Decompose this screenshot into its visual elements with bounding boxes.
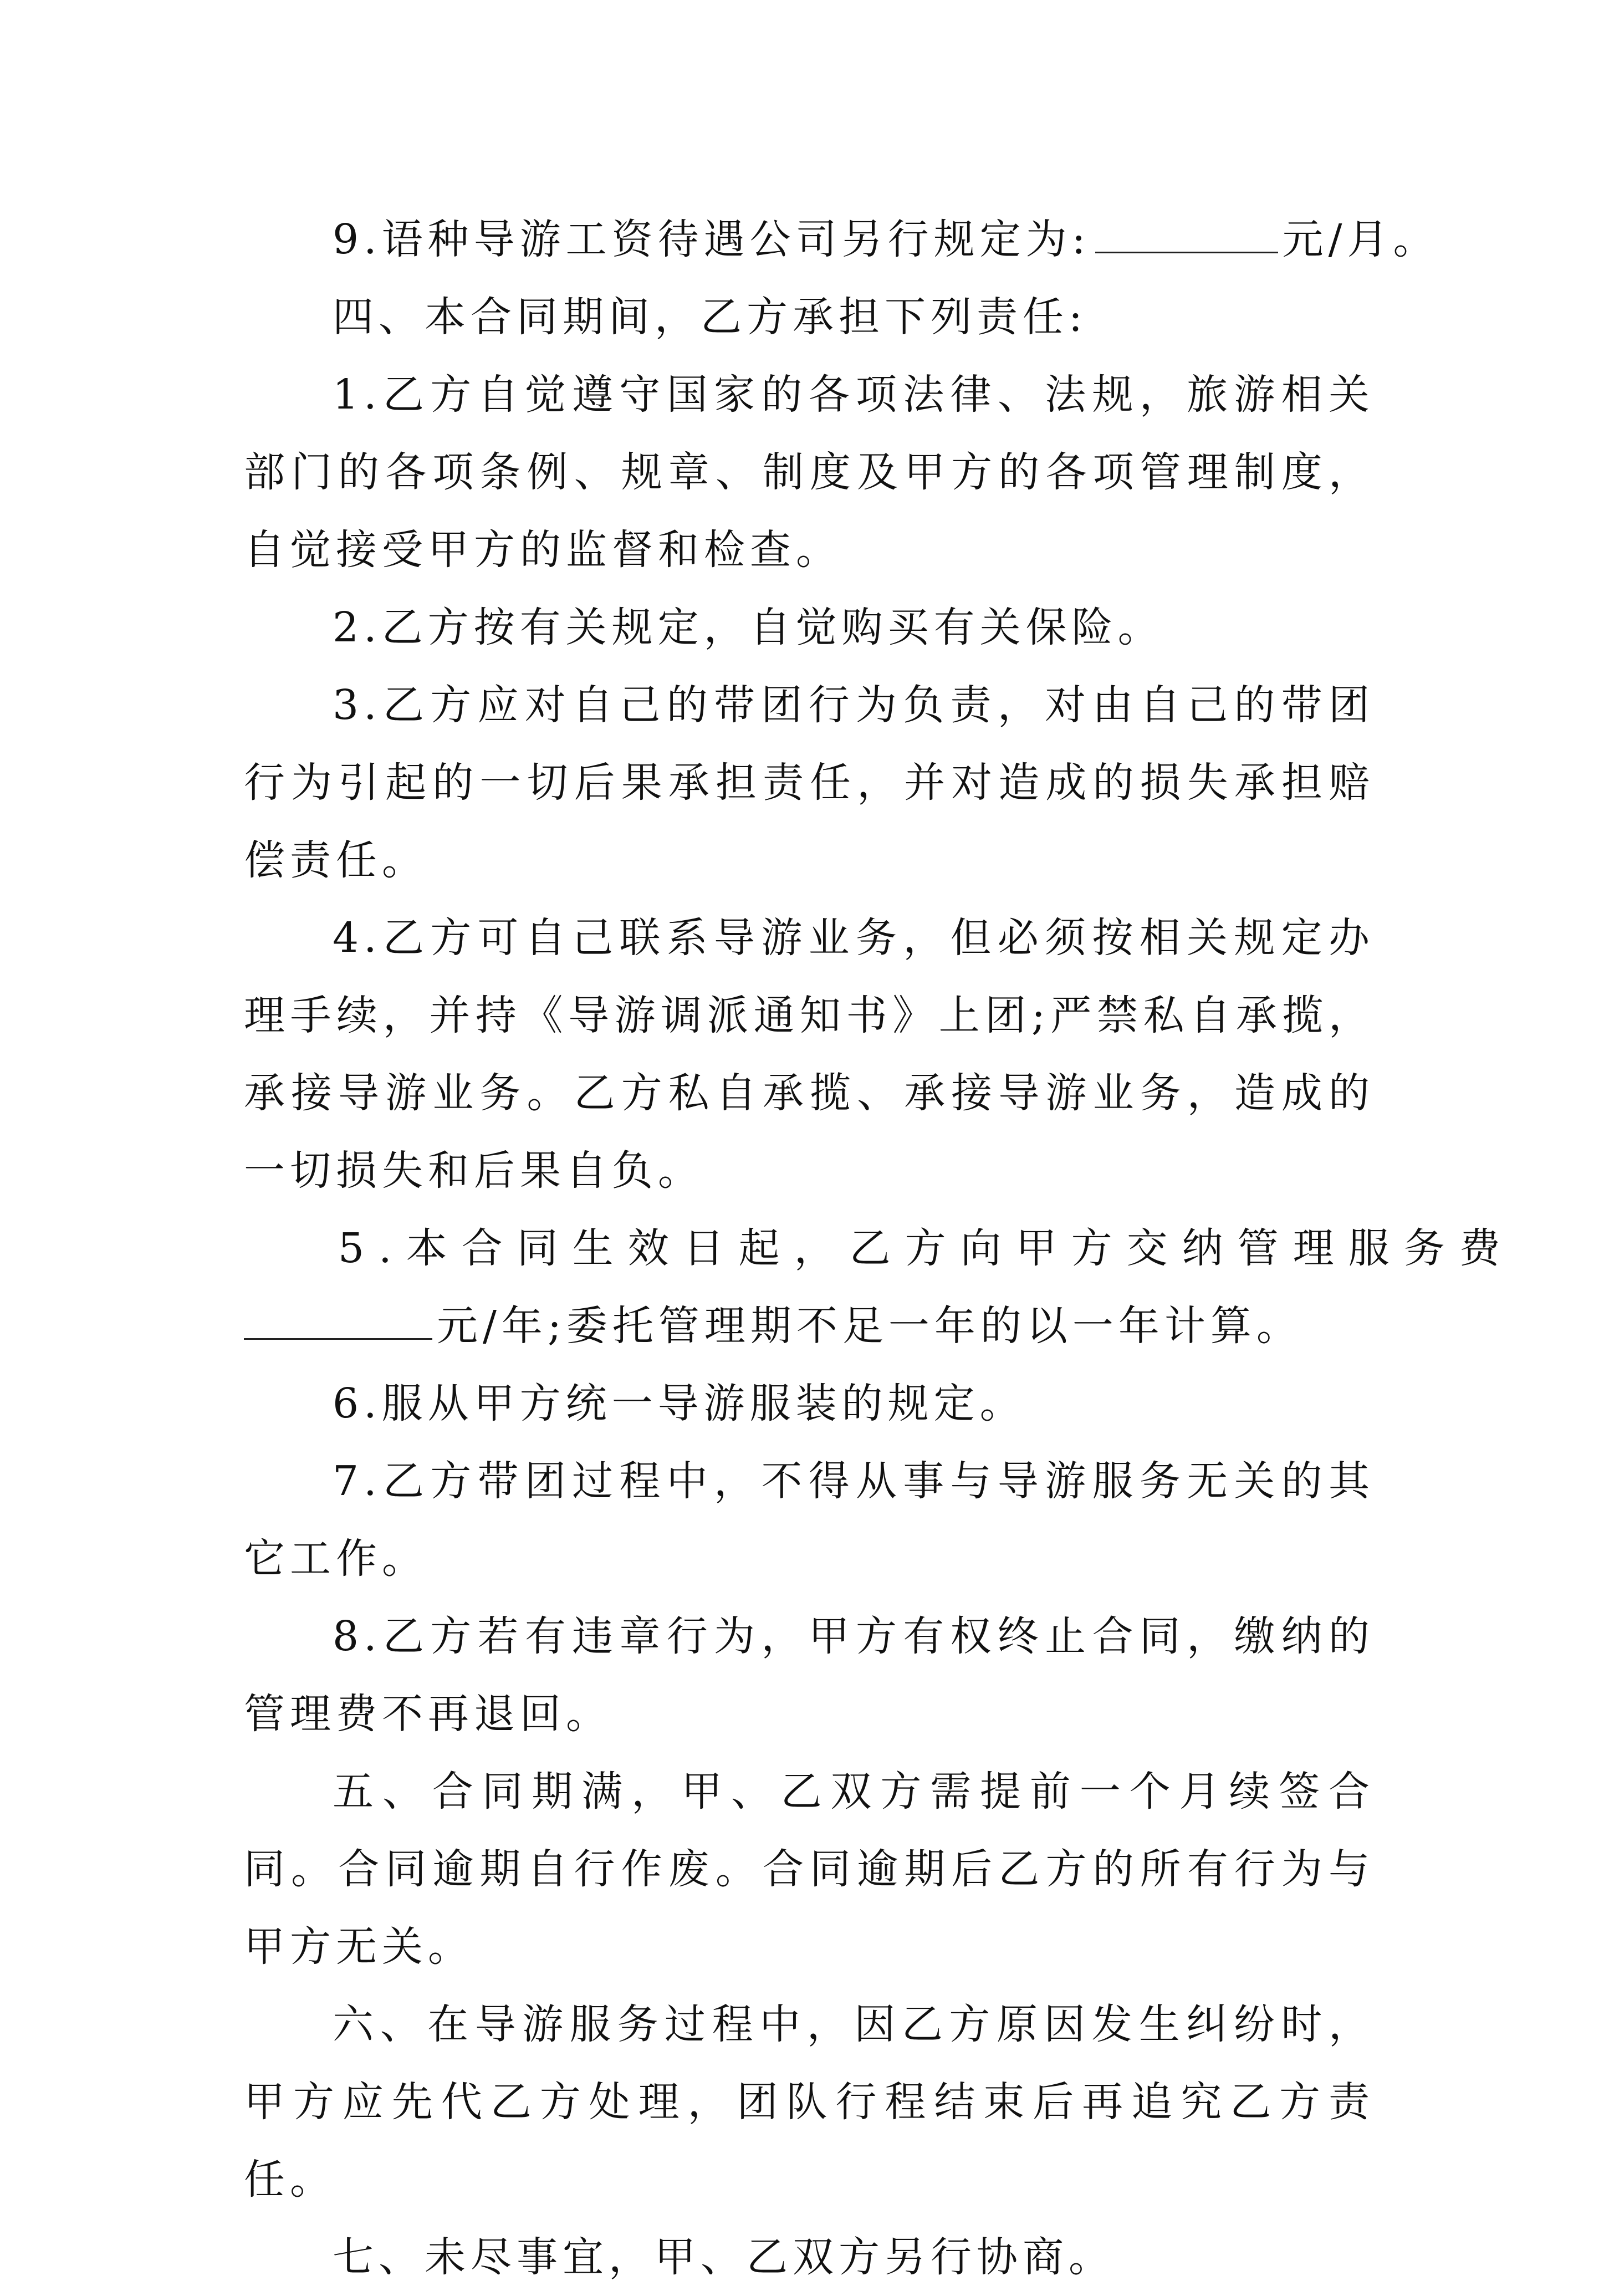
section-4-heading: 四、本合同期间，乙方承担下列责任: xyxy=(333,293,1087,341)
clause-4: 4.乙方可自己联系导游业务，但必须按相关规定办理手续，并持《导游调派通知书》上团;严禁私自承揽，承接导游业务。乙方私自承揽、承接导游业务，造成的一切损失和后果自负。 xyxy=(244,914,1375,1195)
document-body xyxy=(244,201,1515,2296)
clause-1: 1.乙方自觉遵守国家的各项法律、法规，旅游相关部门的各项条例、规章、制度及甲方的各项管理制度，自觉接受甲方的监督和检查。 xyxy=(244,371,1375,574)
clause-5-line-2 xyxy=(244,1287,1375,1365)
clause-7: 7.乙方带团过程中，不得从事与导游服务无关的其它工作。 xyxy=(244,1457,1375,1583)
clause-8: 8.乙方若有违章行为，甲方有权终止合同，缴纳的管理费不再退回。 xyxy=(244,1613,1375,1738)
clause-9-suffix: 元/月。 xyxy=(1282,216,1439,263)
section-5: 五、合同期满，甲、乙双方需提前一个月续签合同。合同逾期自行作废。合同逾期后乙方的所有行为与甲方无关。 xyxy=(244,1768,1375,1971)
clause-6: 6.服从甲方统一导游服装的规定。 xyxy=(333,1380,1026,1427)
clause-9 xyxy=(244,201,1439,278)
salary-blank xyxy=(1095,216,1278,253)
section-6: 六、在导游服务过程中，因乙方原因发生纠纷时，甲方应先代乙方处理，团队行程结束后再追究乙方责任。 xyxy=(244,2001,1375,2203)
clause-5-line-1: 5.本合同生效日起，乙方向甲方交纳管理服务费 xyxy=(338,1224,1515,1272)
clause-9-prefix: 9.语种导游工资待遇公司另行规定为: xyxy=(333,216,1091,263)
clause-5-suffix: 元/年;委托管理期不足一年的以一年计算。 xyxy=(437,1302,1302,1350)
fee-blank xyxy=(244,1303,432,1340)
section-7: 七、未尽事宜，甲、乙双方另行协商。 xyxy=(333,2233,1115,2281)
clause-3: 3.乙方应对自己的带团行为负责，对由自己的带团行为引起的一切后果承担责任，并对造成的损失承担赔偿责任。 xyxy=(244,681,1375,884)
clause-2: 2.乙方按有关规定，自觉购买有关保险。 xyxy=(333,604,1164,651)
